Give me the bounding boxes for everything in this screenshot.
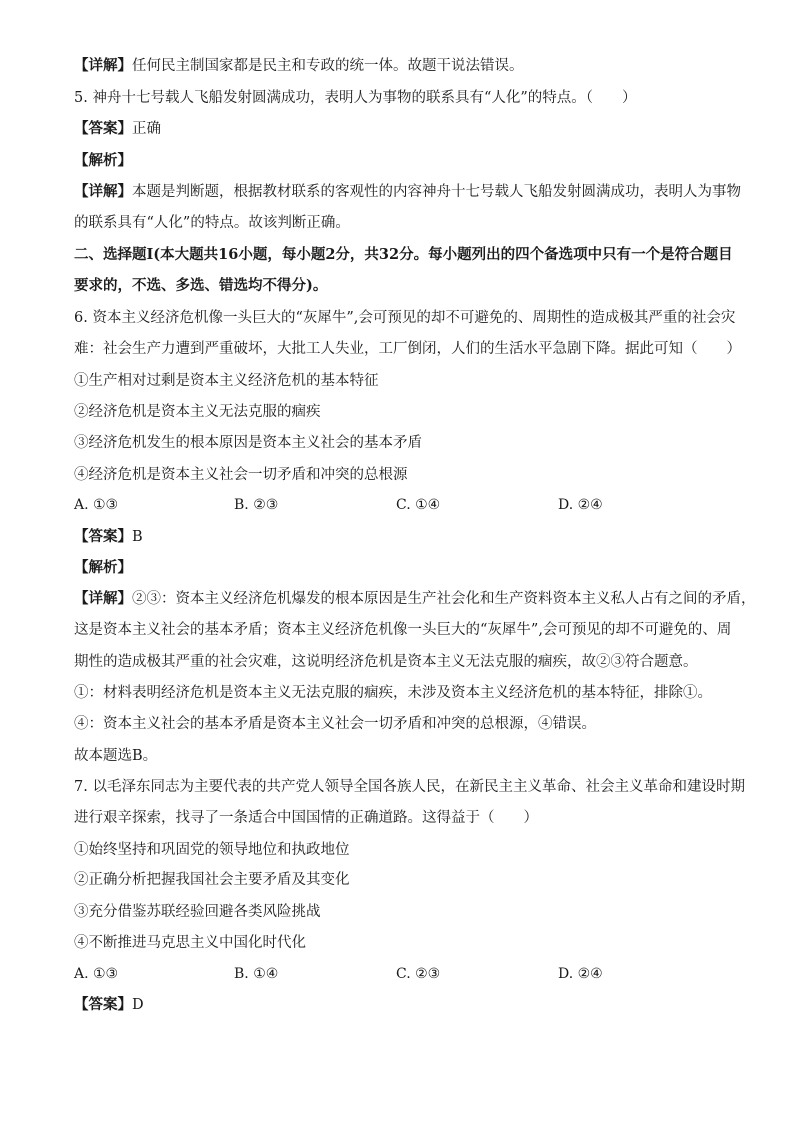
text-line (74, 245, 734, 265)
line-text: D (132, 997, 144, 1013)
line-text: ②正确分析把握我国社会主要矛盾及其变化 (74, 872, 350, 888)
text-line (74, 339, 741, 359)
text-line (74, 995, 734, 1015)
line-text: 本题是判断题，根据教材联系的客观性的内容神舟十七号载人飞船发射圆满成功，表明人为事物 (132, 184, 741, 200)
line-text: ①始终坚持和巩固党的领导地位和执政地位 (74, 842, 350, 858)
line-text: B (132, 529, 143, 545)
text-line (74, 558, 734, 578)
text-line (74, 182, 741, 202)
line-text: 的联系具有“人化”的特点。故该判断正确。 (74, 215, 350, 231)
section-tag: 【解析】 (74, 559, 132, 576)
line-text: 5. 神舟十七号载人飞船发射圆满成功，表明人为事物的联系具有“人化”的特点。（ ） (74, 90, 637, 106)
section-tag: 【解析】 (74, 152, 132, 169)
line-text: 正确 (132, 121, 161, 137)
line-text: 二、选择题Ⅰ(本大题共16小题，每小题2分，共32分。每小题列出的四个备选项中只有一个是符合题目 (74, 246, 733, 263)
text-line (74, 808, 734, 828)
text-line (74, 902, 734, 922)
option-item: C. ②③ (396, 966, 441, 982)
option-item: D. ②④ (558, 966, 603, 982)
section-tag: 【详解】 (74, 590, 132, 607)
line-text: 进行艰辛探索，找寻了一条适合中国国情的正确道路。这得益于（ ） (74, 810, 538, 826)
option-item: B. ②③ (234, 497, 279, 513)
option-item: D. ②④ (558, 497, 603, 513)
text-line (74, 683, 734, 703)
line-text: 要求的，不选、多选、错选均不得分)。 (74, 277, 328, 294)
line-text: 这是资本主义社会的基本矛盾；资本主义经济危机像一头巨大的“灰犀牛”,会可预见的却不可避免的、周 (74, 622, 732, 638)
line-text: 7. 以毛泽东同志为主要代表的共产党人领导全国各族人民，在新民主主义革命、社会主义革命和建设时期 (74, 779, 745, 795)
section-tag: 【详解】 (74, 183, 132, 200)
line-text: ④：资本主义社会的基本矛盾是资本主义社会一切矛盾和冲突的总根源，④错误。 (74, 716, 596, 732)
line-text: 难：社会生产力遭到严重破坏，大批工人失业，工厂倒闭，人们的生活水平急剧下降。据此可知（ ） (74, 341, 741, 357)
text-line (74, 714, 734, 734)
text-line (74, 652, 734, 672)
line-text: ②经济危机是资本主义无法克服的痼疾 (74, 404, 321, 420)
text-line (74, 88, 734, 108)
text-line (74, 620, 734, 640)
text-line (74, 777, 745, 797)
line-text: 期性的造成极其严重的社会灾难，这说明经济危机是资本主义无法克服的痼疾，故②③符合题意。 (74, 654, 698, 670)
line-text: ④经济危机是资本主义社会一切矛盾和冲突的总根源 (74, 467, 408, 483)
line-text: ①：材料表明经济危机是资本主义无法克服的痼疾，未涉及资本主义经济危机的基本特征，排除①。 (74, 685, 712, 701)
text-line (74, 56, 734, 76)
section-tag: 【答案】 (74, 120, 132, 137)
text-line (74, 119, 734, 139)
text-line (74, 527, 734, 547)
option-item: A. ①③ (74, 966, 119, 982)
text-line (74, 151, 734, 171)
line-text: ①生产相对过剩是资本主义经济危机的基本特征 (74, 373, 379, 389)
option-item: A. ①③ (74, 497, 119, 513)
option-item: C. ①④ (396, 497, 441, 513)
option-item: B. ①④ (234, 966, 279, 982)
text-line (74, 465, 734, 485)
line-text: ③经济危机发生的根本原因是资本主义社会的基本矛盾 (74, 435, 422, 451)
line-text: ②③：资本主义经济危机爆发的根本原因是生产社会化和生产资料资本主义私人占有之间的矛盾， (132, 591, 756, 607)
text-line (74, 746, 734, 766)
section-tag: 【详解】 (74, 57, 132, 74)
text-line (74, 308, 734, 328)
text-line (74, 840, 734, 860)
text-line (74, 276, 734, 296)
line-text: 任何民主制国家都是民主和专政的统一体。故题干说法错误。 (132, 58, 524, 74)
text-line (74, 870, 734, 890)
text-line (74, 213, 734, 233)
line-text: 故本题选B。 (74, 748, 158, 764)
line-text: 6. 资本主义经济危机像一头巨大的“灰犀牛”,会可预见的却不可避免的、周期性的造成极其严重的社会灾 (74, 310, 736, 326)
section-tag: 【答案】 (74, 996, 132, 1013)
text-line (74, 371, 734, 391)
text-line (74, 433, 734, 453)
text-line (74, 402, 734, 422)
text-line (74, 589, 756, 609)
text-line (74, 933, 734, 953)
line-text: ③充分借鉴苏联经验回避各类风险挑战 (74, 904, 321, 920)
line-text: ④不断推进马克思主义中国化时代化 (74, 935, 306, 951)
section-tag: 【答案】 (74, 528, 132, 545)
